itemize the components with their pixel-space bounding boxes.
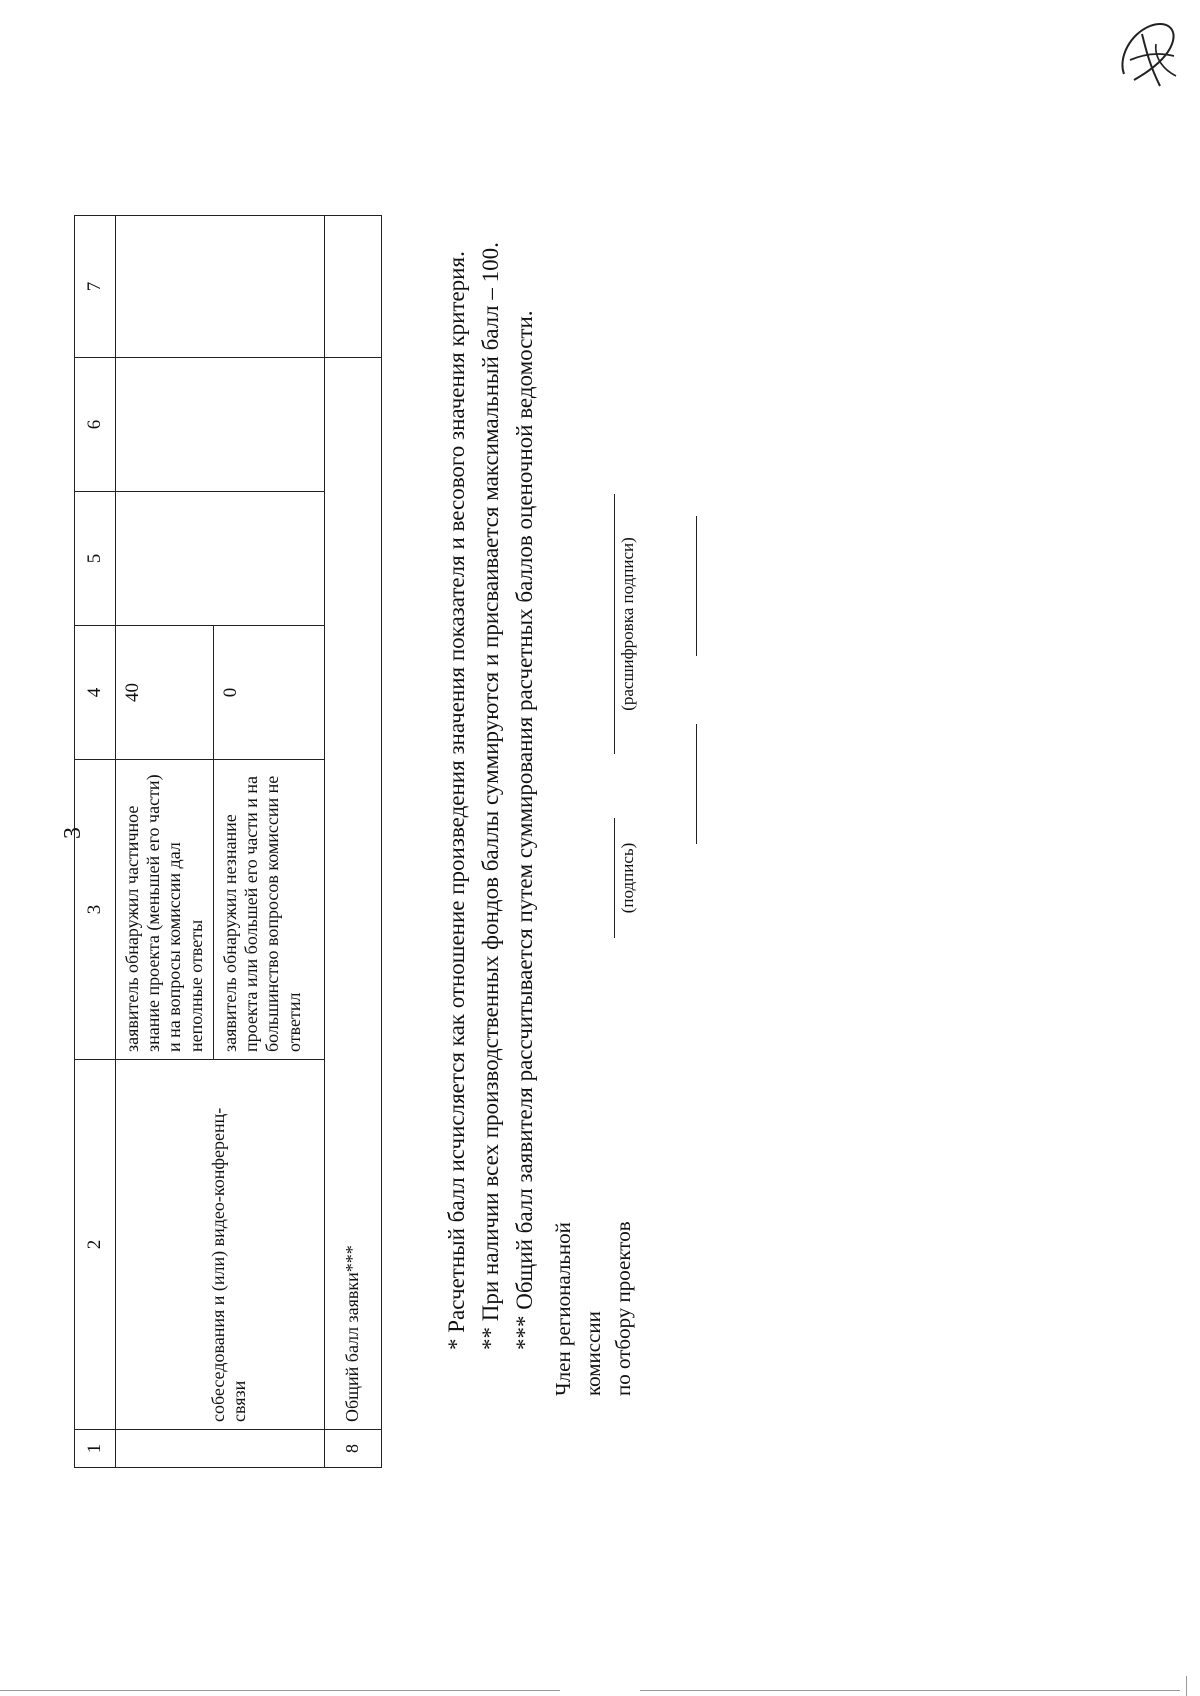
footnote: *** Общий балл заявителя рассчитывается путем суммирования расчетных баллов оценочной ведомости. [512,310,537,1350]
row-number-cell [116,1430,325,1468]
member-line-2: по отбору проектов [611,1221,635,1396]
signature-line [614,818,615,938]
total-label-cell: Общий балл заявки*** [324,358,381,1430]
commission-member-label [548,1136,638,1396]
header-cell: 6 [75,358,116,492]
points-cell: 40 [116,626,214,760]
scan-artifact-line [0,1690,560,1691]
description-cell: заявитель обнаружил незнание проекта или большей его части и на большинство вопросов комиссии не ответил [213,760,324,1060]
points-cell: 0 [213,626,324,760]
header-cell: 7 [75,216,116,358]
member-line-1: Член региональной комиссии [551,1222,605,1396]
signature-caption: (подпись) [618,842,637,914]
handwritten-initials-icon [1112,14,1188,98]
criterion-text: собеседования и (или) видео-конференц-связи [208,1107,250,1422]
signature-line [696,516,697,656]
empty-cell [116,358,325,492]
table-header-row [75,216,116,1468]
empty-cell [116,492,325,626]
page-number: 3 [60,827,86,839]
header-cell: 5 [75,492,116,626]
header-cell: 1 [75,1430,116,1468]
total-row [324,216,381,1468]
header-cell: 4 [75,626,116,760]
total-number-cell: 8 [324,1430,381,1468]
empty-cell [116,216,325,358]
criterion-cell [116,1060,325,1430]
signature-line [696,724,697,844]
footnote: * Расчетный балл исчисляется как отношение произведения значения показателя и весового значения критерия. [444,251,469,1350]
header-cell: 2 [75,1060,116,1430]
total-value-cell [324,216,381,358]
description-cell: заявитель обнаружил частичное знание проекта (меньшей его части) и на вопросы комиссии дал неполные ответы [116,760,214,1060]
table-row [116,216,214,1468]
evaluation-table [74,215,382,1468]
footnotes [440,110,542,1350]
header-cell: 3 [75,760,116,1060]
scan-artifact-line [1186,1676,1187,1696]
footnote: ** При наличии всех производственных фондов баллы суммируются и присваивается максимальный балл – 100. [478,242,503,1350]
signature-decode-line [614,494,615,754]
scan-artifact-line [640,1690,1180,1691]
signature-decode-caption: (расшифровка подписи) [618,537,637,711]
